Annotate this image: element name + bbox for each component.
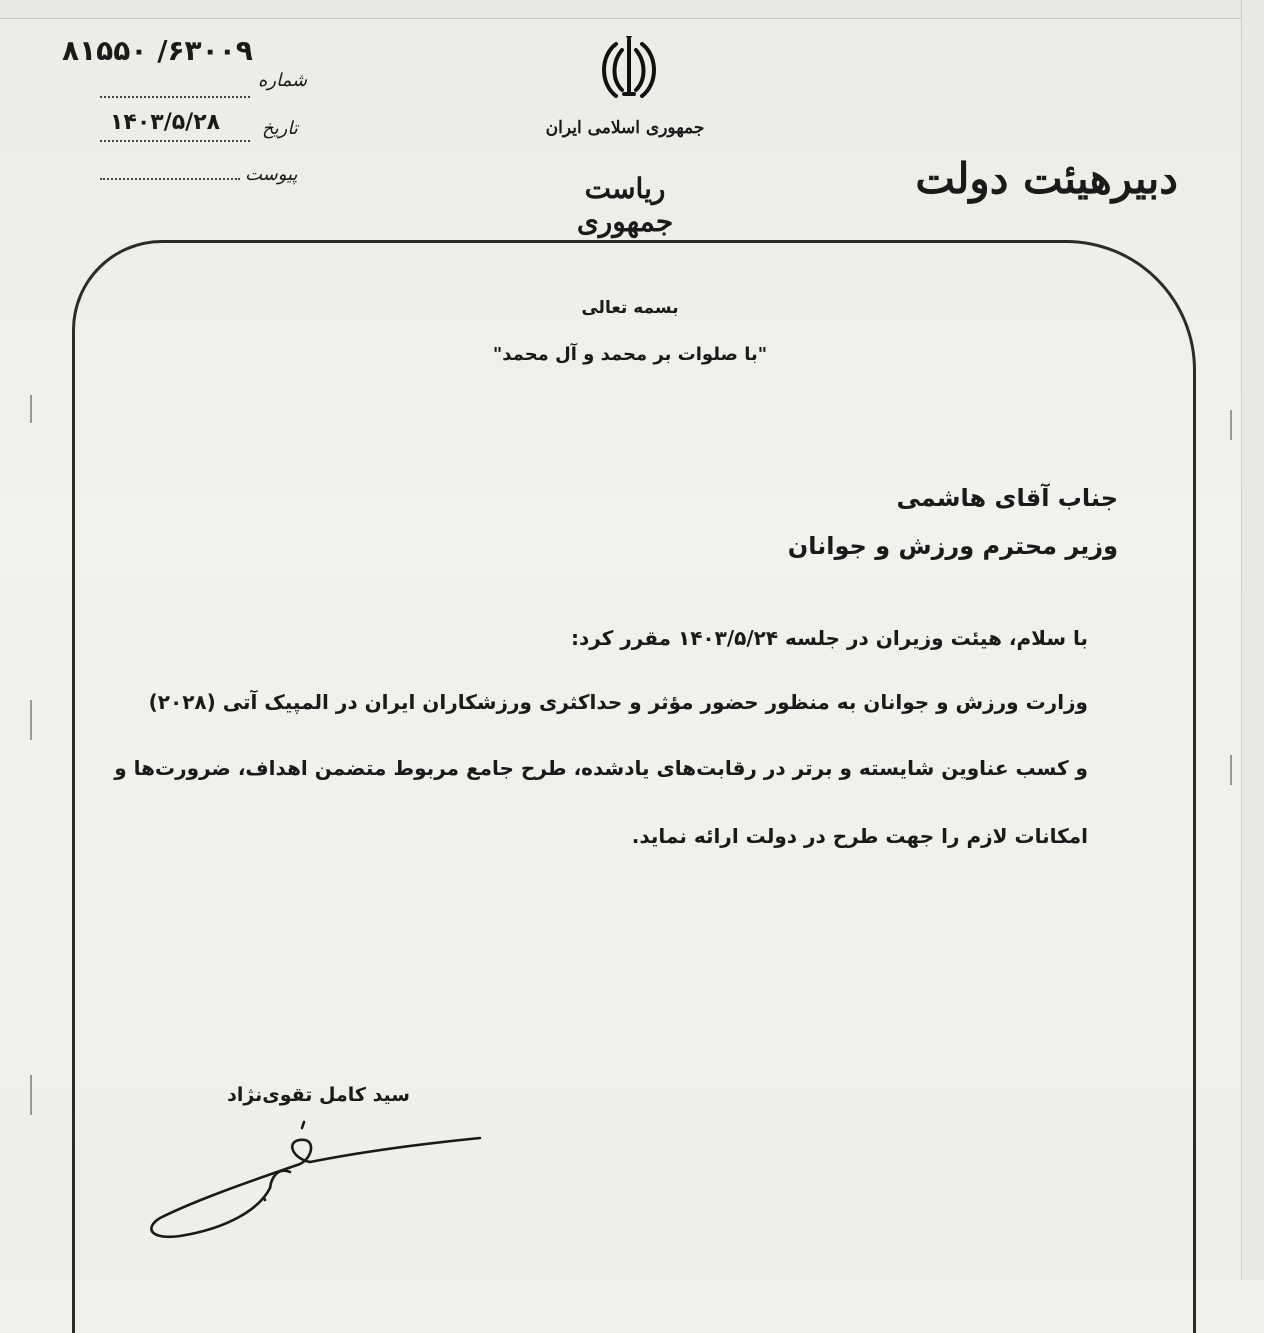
reference-number: ۶۳۰۰۹/ ۸۱۵۵۰ bbox=[62, 34, 253, 67]
attachment-label: پیوست bbox=[245, 164, 298, 185]
body-line: با سلام، هیئت وزیران در جلسه ۱۴۰۳/۵/۲۴ مقرر کرد: bbox=[571, 626, 1088, 650]
date-label: تاریخ bbox=[262, 118, 298, 139]
emblem-caption: جمهوری اسلامی ایران bbox=[545, 118, 705, 138]
addressee-title: وزیر محترم ورزش و جوانان bbox=[787, 532, 1118, 560]
scan-right-edge bbox=[1241, 0, 1264, 1280]
bismillah-heading: بسمه تعالی bbox=[581, 298, 679, 318]
letter-date: ۱۴۰۳/۵/۲۸ bbox=[110, 110, 221, 135]
body-line: و کسب عناوین شایسته و برتر در رقابت‌های یادشده، طرح جامع مربوط متضمن اهداف، ضرورت‌ها و bbox=[114, 756, 1088, 780]
scan-top-strip bbox=[0, 0, 1264, 19]
body-line: امکانات لازم را جهت طرح در دولت ارائه نماید. bbox=[631, 824, 1088, 848]
signer-name: سید کامل تقوی‌نژاد bbox=[227, 1084, 410, 1106]
scan-mark bbox=[30, 700, 32, 740]
iran-emblem-icon bbox=[596, 32, 662, 104]
scan-mark bbox=[1230, 755, 1232, 785]
scan-mark bbox=[1230, 410, 1232, 440]
secretariat-title: دبیرهیئت دولت bbox=[915, 154, 1178, 203]
addressee-name: جناب آقای هاشمی bbox=[896, 484, 1118, 512]
number-dotted-line bbox=[100, 96, 250, 98]
handwritten-signature bbox=[140, 1118, 500, 1258]
date-dotted-line bbox=[100, 140, 250, 142]
scan-mark bbox=[30, 395, 32, 423]
number-label: شماره bbox=[258, 70, 308, 91]
scan-mark bbox=[30, 1075, 32, 1115]
attachment-dotted-line bbox=[100, 178, 240, 180]
presidency-title: ریاست جمهوری bbox=[576, 172, 674, 238]
body-line: وزارت ورزش و جوانان به منظور حضور مؤثر و حداکثری ورزشکاران ایران در المپیک آتی (۲۰۲۸) bbox=[148, 690, 1088, 714]
salawat-heading: "با صلوات بر محمد و آل محمد" bbox=[492, 344, 768, 365]
